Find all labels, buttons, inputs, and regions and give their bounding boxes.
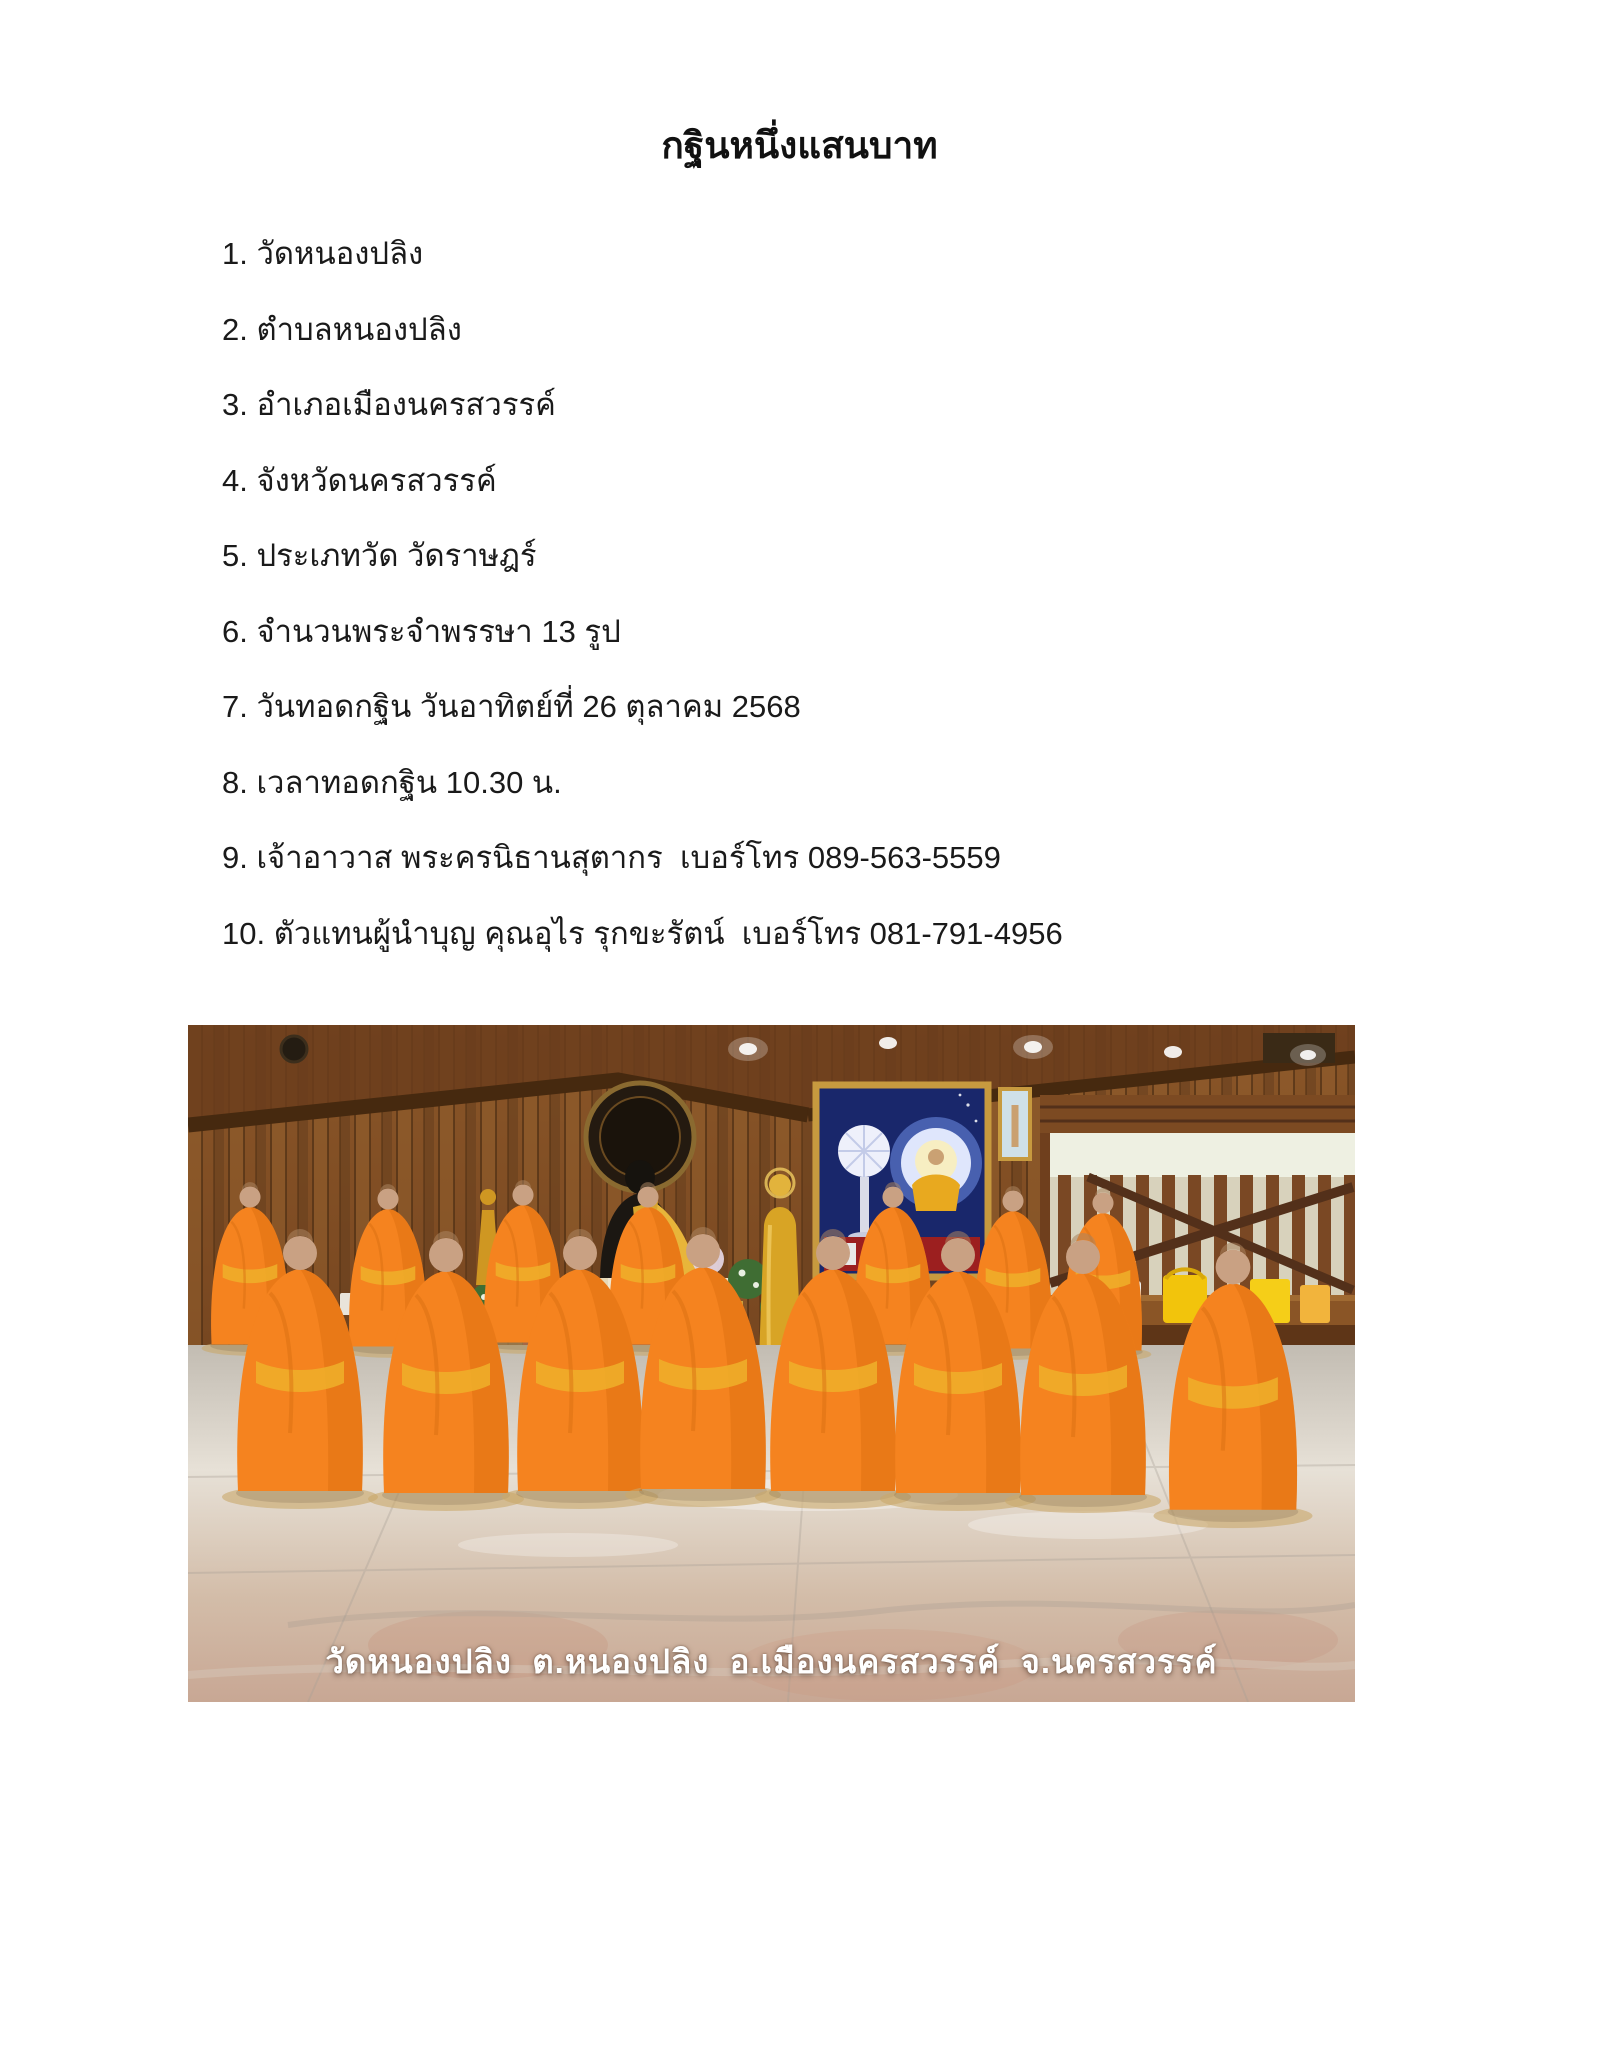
temple-photo-illustration <box>188 1025 1355 1702</box>
list-item: 2. ตำบลหนองปลิง <box>222 311 462 347</box>
list-item: 6. จำนวนพระจำพรรษา 13 รูป <box>222 613 621 649</box>
photo-caption: วัดหนองปลิง ต.หนองปลิง อ.เมืองนครสวรรค์ จ.นครสวรรค์ <box>325 1643 1218 1680</box>
list-item: 9. เจ้าอาวาส พระครนิธานสุตากร เบอร์โทร 089-563-5559 <box>222 840 1001 875</box>
page-title: กฐินหนึ่งแสนบาท <box>661 125 938 166</box>
wall-clock <box>281 1036 307 1062</box>
detail-list <box>222 216 1063 971</box>
list-item: 8. เวลาทอดกฐิน 10.30 น. <box>222 764 562 800</box>
list-item: 1. วัดหนองปลิง <box>222 236 424 271</box>
list-item: 3. อำเภอเมืองนครสวรรค์ <box>222 387 556 422</box>
temple-photo <box>188 1025 1355 1702</box>
list-item: 7. วันทอดกฐิน วันอาทิตย์ที่ 26 ตุลาคม 2568 <box>222 689 801 724</box>
list-item: 4. จังหวัดนครสวรรค์ <box>222 462 497 498</box>
small-frame <box>1000 1089 1030 1159</box>
list-item: 10. ตัวแทนผู้นำบุญ คุณอุไร รุกขะรัตน์ เบอร์โทร 081-791-4956 <box>222 915 1063 951</box>
list-item: 5. ประเภทวัด วัดราษฎร์ <box>222 538 537 573</box>
